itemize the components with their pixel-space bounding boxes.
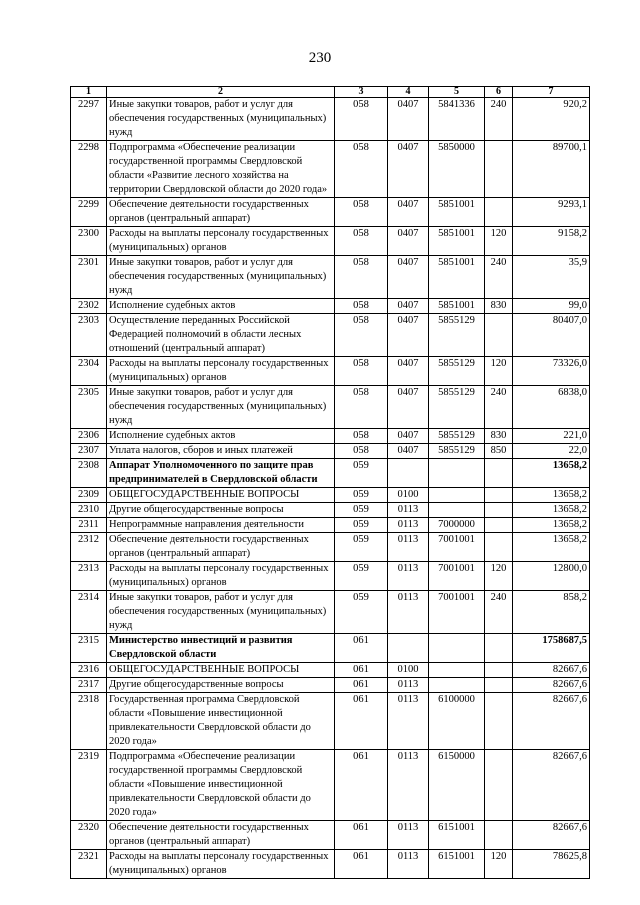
- target-article-code: 5851001: [429, 256, 485, 299]
- row-amount: 22,0: [513, 444, 590, 459]
- ministry-code: 058: [335, 429, 388, 444]
- row-number: 2316: [71, 663, 107, 678]
- expense-type-code: [485, 503, 513, 518]
- ministry-code: 058: [335, 386, 388, 429]
- target-article-code: [429, 459, 485, 488]
- table-row: [71, 198, 590, 227]
- table-row: [71, 488, 590, 503]
- expense-type-code: 830: [485, 299, 513, 314]
- row-name: Исполнение судебных актов: [107, 299, 335, 314]
- section-code: 0407: [388, 444, 429, 459]
- header-cell: 7: [513, 87, 590, 98]
- row-name: Иные закупки товаров, работ и услуг для обеспечения государственных (муниципальных) нужд: [107, 98, 335, 141]
- row-amount: 13658,2: [513, 533, 590, 562]
- ministry-code: 058: [335, 141, 388, 198]
- row-name: Непрограммные направления деятельности: [107, 518, 335, 533]
- target-article-code: [429, 634, 485, 663]
- header-row: [71, 87, 590, 98]
- row-number: 2319: [71, 750, 107, 821]
- ministry-code: 061: [335, 678, 388, 693]
- row-amount: 80407,0: [513, 314, 590, 357]
- row-amount: 89700,1: [513, 141, 590, 198]
- expense-type-code: [485, 750, 513, 821]
- header-cell: 1: [71, 87, 107, 98]
- target-article-code: 7000000: [429, 518, 485, 533]
- table-row: [71, 98, 590, 141]
- ministry-code: 059: [335, 518, 388, 533]
- row-number: 2317: [71, 678, 107, 693]
- row-amount: 6838,0: [513, 386, 590, 429]
- target-article-code: 6150000: [429, 750, 485, 821]
- section-code: 0113: [388, 562, 429, 591]
- expense-type-code: 120: [485, 357, 513, 386]
- section-code: 0113: [388, 821, 429, 850]
- section-code: 0407: [388, 299, 429, 314]
- table-row: [71, 314, 590, 357]
- target-article-code: 5855129: [429, 357, 485, 386]
- section-code: 0407: [388, 314, 429, 357]
- row-number: 2297: [71, 98, 107, 141]
- table-row: [71, 141, 590, 198]
- row-amount: 82667,6: [513, 693, 590, 750]
- ministry-code: 058: [335, 198, 388, 227]
- target-article-code: 5850000: [429, 141, 485, 198]
- section-code: 0113: [388, 750, 429, 821]
- expense-type-code: [485, 459, 513, 488]
- section-code: 0407: [388, 386, 429, 429]
- target-article-code: [429, 503, 485, 518]
- section-code: 0113: [388, 518, 429, 533]
- row-amount: 82667,6: [513, 821, 590, 850]
- section-code: 0407: [388, 429, 429, 444]
- row-number: 2315: [71, 634, 107, 663]
- target-article-code: 5851001: [429, 299, 485, 314]
- row-name: Иные закупки товаров, работ и услуг для обеспечения государственных (муниципальных) нужд: [107, 256, 335, 299]
- section-code: 0113: [388, 693, 429, 750]
- table-row: [71, 634, 590, 663]
- target-article-code: 5855129: [429, 386, 485, 429]
- expense-type-code: [485, 314, 513, 357]
- expense-type-code: [485, 488, 513, 503]
- row-name: Государственная программа Свердловской области «Повышение инвестиционной привлекательности Свердловской области до 2020 года»: [107, 693, 335, 750]
- row-number: 2309: [71, 488, 107, 503]
- row-amount: 78625,8: [513, 850, 590, 879]
- ministry-code: 059: [335, 488, 388, 503]
- expense-type-code: [485, 518, 513, 533]
- table-row: [71, 562, 590, 591]
- ministry-code: 058: [335, 299, 388, 314]
- header-cell: 2: [107, 87, 335, 98]
- row-name: Обеспечение деятельности государственных органов (центральный аппарат): [107, 533, 335, 562]
- ministry-code: 058: [335, 98, 388, 141]
- section-code: 0113: [388, 591, 429, 634]
- target-article-code: 5851001: [429, 227, 485, 256]
- table-row: [71, 533, 590, 562]
- ministry-code: 058: [335, 227, 388, 256]
- target-article-code: 5855129: [429, 314, 485, 357]
- expense-type-code: 240: [485, 256, 513, 299]
- table-row: [71, 299, 590, 314]
- ministry-code: 061: [335, 663, 388, 678]
- section-code: 0100: [388, 663, 429, 678]
- ministry-code: 061: [335, 634, 388, 663]
- row-name: Расходы на выплаты персоналу государственных (муниципальных) органов: [107, 562, 335, 591]
- section-code: 0407: [388, 198, 429, 227]
- row-number: 2308: [71, 459, 107, 488]
- row-amount: 82667,6: [513, 663, 590, 678]
- expense-type-code: [485, 533, 513, 562]
- table-row: [71, 429, 590, 444]
- ministry-code: 059: [335, 562, 388, 591]
- row-name: Министерство инвестиций и развития Свердловской области: [107, 634, 335, 663]
- table-row: [71, 357, 590, 386]
- table-row: [71, 591, 590, 634]
- row-name: Обеспечение деятельности государственных органов (центральный аппарат): [107, 821, 335, 850]
- target-article-code: 7001001: [429, 533, 485, 562]
- row-number: 2303: [71, 314, 107, 357]
- ministry-code: 061: [335, 821, 388, 850]
- ministry-code: 061: [335, 850, 388, 879]
- target-article-code: 7001001: [429, 562, 485, 591]
- row-amount: 9293,1: [513, 198, 590, 227]
- row-number: 2310: [71, 503, 107, 518]
- header-cell: 5: [429, 87, 485, 98]
- row-number: 2305: [71, 386, 107, 429]
- section-code: 0407: [388, 98, 429, 141]
- row-name: Расходы на выплаты персоналу государственных (муниципальных) органов: [107, 850, 335, 879]
- row-number: 2299: [71, 198, 107, 227]
- row-number: 2321: [71, 850, 107, 879]
- table-row: [71, 518, 590, 533]
- row-number: 2312: [71, 533, 107, 562]
- budget-table: [70, 86, 590, 879]
- target-article-code: [429, 678, 485, 693]
- section-code: 0113: [388, 678, 429, 693]
- ministry-code: 058: [335, 357, 388, 386]
- row-name: Иные закупки товаров, работ и услуг для обеспечения государственных (муниципальных) нужд: [107, 591, 335, 634]
- table-body: [71, 98, 590, 879]
- expense-type-code: [485, 693, 513, 750]
- expense-type-code: [485, 663, 513, 678]
- row-amount: 35,9: [513, 256, 590, 299]
- table-row: [71, 821, 590, 850]
- row-name: Осуществление переданных Российской Федерацией полномочий в области лесных отношений (центральный аппарат): [107, 314, 335, 357]
- row-name: ОБЩЕГОСУДАРСТВЕННЫЕ ВОПРОСЫ: [107, 488, 335, 503]
- row-name: Подпрограмма «Обеспечение реализации государственной программы Свердловской области «Развитие лесного хозяйства на территории Свердловской области до 2020 года»: [107, 141, 335, 198]
- expense-type-code: 240: [485, 386, 513, 429]
- row-amount: 858,2: [513, 591, 590, 634]
- row-amount: 9158,2: [513, 227, 590, 256]
- row-number: 2311: [71, 518, 107, 533]
- header-cell: 6: [485, 87, 513, 98]
- expense-type-code: 850: [485, 444, 513, 459]
- section-code: [388, 459, 429, 488]
- row-number: 2306: [71, 429, 107, 444]
- row-name: Обеспечение деятельности государственных органов (центральный аппарат): [107, 198, 335, 227]
- table-row: [71, 750, 590, 821]
- row-number: 2302: [71, 299, 107, 314]
- row-number: 2318: [71, 693, 107, 750]
- section-code: 0407: [388, 256, 429, 299]
- expense-type-code: [485, 634, 513, 663]
- row-name: Другие общегосударственные вопросы: [107, 503, 335, 518]
- table-row: [71, 227, 590, 256]
- table-row: [71, 444, 590, 459]
- row-amount: 13658,2: [513, 503, 590, 518]
- ministry-code: 058: [335, 444, 388, 459]
- page-number: 230: [308, 50, 332, 66]
- ministry-code: 058: [335, 314, 388, 357]
- target-article-code: 5851001: [429, 198, 485, 227]
- table-row: [71, 503, 590, 518]
- row-amount: 13658,2: [513, 518, 590, 533]
- table-row: [71, 850, 590, 879]
- target-article-code: [429, 663, 485, 678]
- expense-type-code: 120: [485, 850, 513, 879]
- expense-type-code: 830: [485, 429, 513, 444]
- target-article-code: 6151001: [429, 850, 485, 879]
- row-number: 2307: [71, 444, 107, 459]
- ministry-code: 059: [335, 459, 388, 488]
- row-name: Расходы на выплаты персоналу государственных (муниципальных) органов: [107, 357, 335, 386]
- ministry-code: 059: [335, 503, 388, 518]
- section-code: 0113: [388, 533, 429, 562]
- ministry-code: 058: [335, 256, 388, 299]
- section-code: 0407: [388, 227, 429, 256]
- table-row: [71, 459, 590, 488]
- table-row: [71, 663, 590, 678]
- table-row: [71, 678, 590, 693]
- table-row: [71, 386, 590, 429]
- row-amount: 13658,2: [513, 488, 590, 503]
- header-cell: 4: [388, 87, 429, 98]
- expense-type-code: 240: [485, 591, 513, 634]
- row-name: Расходы на выплаты персоналу государственных (муниципальных) органов: [107, 227, 335, 256]
- row-amount: 13658,2: [513, 459, 590, 488]
- expense-type-code: [485, 678, 513, 693]
- row-number: 2298: [71, 141, 107, 198]
- row-amount: 73326,0: [513, 357, 590, 386]
- section-code: 0100: [388, 488, 429, 503]
- target-article-code: 7001001: [429, 591, 485, 634]
- ministry-code: 061: [335, 750, 388, 821]
- row-number: 2314: [71, 591, 107, 634]
- row-number: 2300: [71, 227, 107, 256]
- target-article-code: 6151001: [429, 821, 485, 850]
- target-article-code: 5841336: [429, 98, 485, 141]
- row-name: Исполнение судебных актов: [107, 429, 335, 444]
- section-code: [388, 634, 429, 663]
- expense-type-code: 120: [485, 562, 513, 591]
- target-article-code: 6100000: [429, 693, 485, 750]
- section-code: 0407: [388, 357, 429, 386]
- expense-type-code: 240: [485, 98, 513, 141]
- expense-type-code: [485, 198, 513, 227]
- row-number: 2320: [71, 821, 107, 850]
- row-amount: 920,2: [513, 98, 590, 141]
- ministry-code: 059: [335, 591, 388, 634]
- row-number: 2304: [71, 357, 107, 386]
- ministry-code: 061: [335, 693, 388, 750]
- expense-type-code: [485, 141, 513, 198]
- row-name: Аппарат Уполномоченного по защите прав предпринимателей в Свердловской области: [107, 459, 335, 488]
- expense-type-code: [485, 821, 513, 850]
- row-number: 2301: [71, 256, 107, 299]
- row-name: Иные закупки товаров, работ и услуг для обеспечения государственных (муниципальных) нужд: [107, 386, 335, 429]
- row-name: Подпрограмма «Обеспечение реализации государственной программы Свердловской области «Повышение инвестиционной привлекательности Свердловской области до 2020 года»: [107, 750, 335, 821]
- row-amount: 221,0: [513, 429, 590, 444]
- table-row: [71, 693, 590, 750]
- header-cell: 3: [335, 87, 388, 98]
- row-amount: 1758687,5: [513, 634, 590, 663]
- row-amount: 12800,0: [513, 562, 590, 591]
- expense-type-code: 120: [485, 227, 513, 256]
- table-row: [71, 256, 590, 299]
- row-name: ОБЩЕГОСУДАРСТВЕННЫЕ ВОПРОСЫ: [107, 663, 335, 678]
- section-code: 0113: [388, 850, 429, 879]
- ministry-code: 059: [335, 533, 388, 562]
- row-amount: 82667,6: [513, 750, 590, 821]
- section-code: 0407: [388, 141, 429, 198]
- row-name: Другие общегосударственные вопросы: [107, 678, 335, 693]
- target-article-code: [429, 488, 485, 503]
- row-number: 2313: [71, 562, 107, 591]
- row-amount: 99,0: [513, 299, 590, 314]
- row-amount: 82667,6: [513, 678, 590, 693]
- target-article-code: 5855129: [429, 444, 485, 459]
- row-name: Уплата налогов, сборов и иных платежей: [107, 444, 335, 459]
- target-article-code: 5855129: [429, 429, 485, 444]
- section-code: 0113: [388, 503, 429, 518]
